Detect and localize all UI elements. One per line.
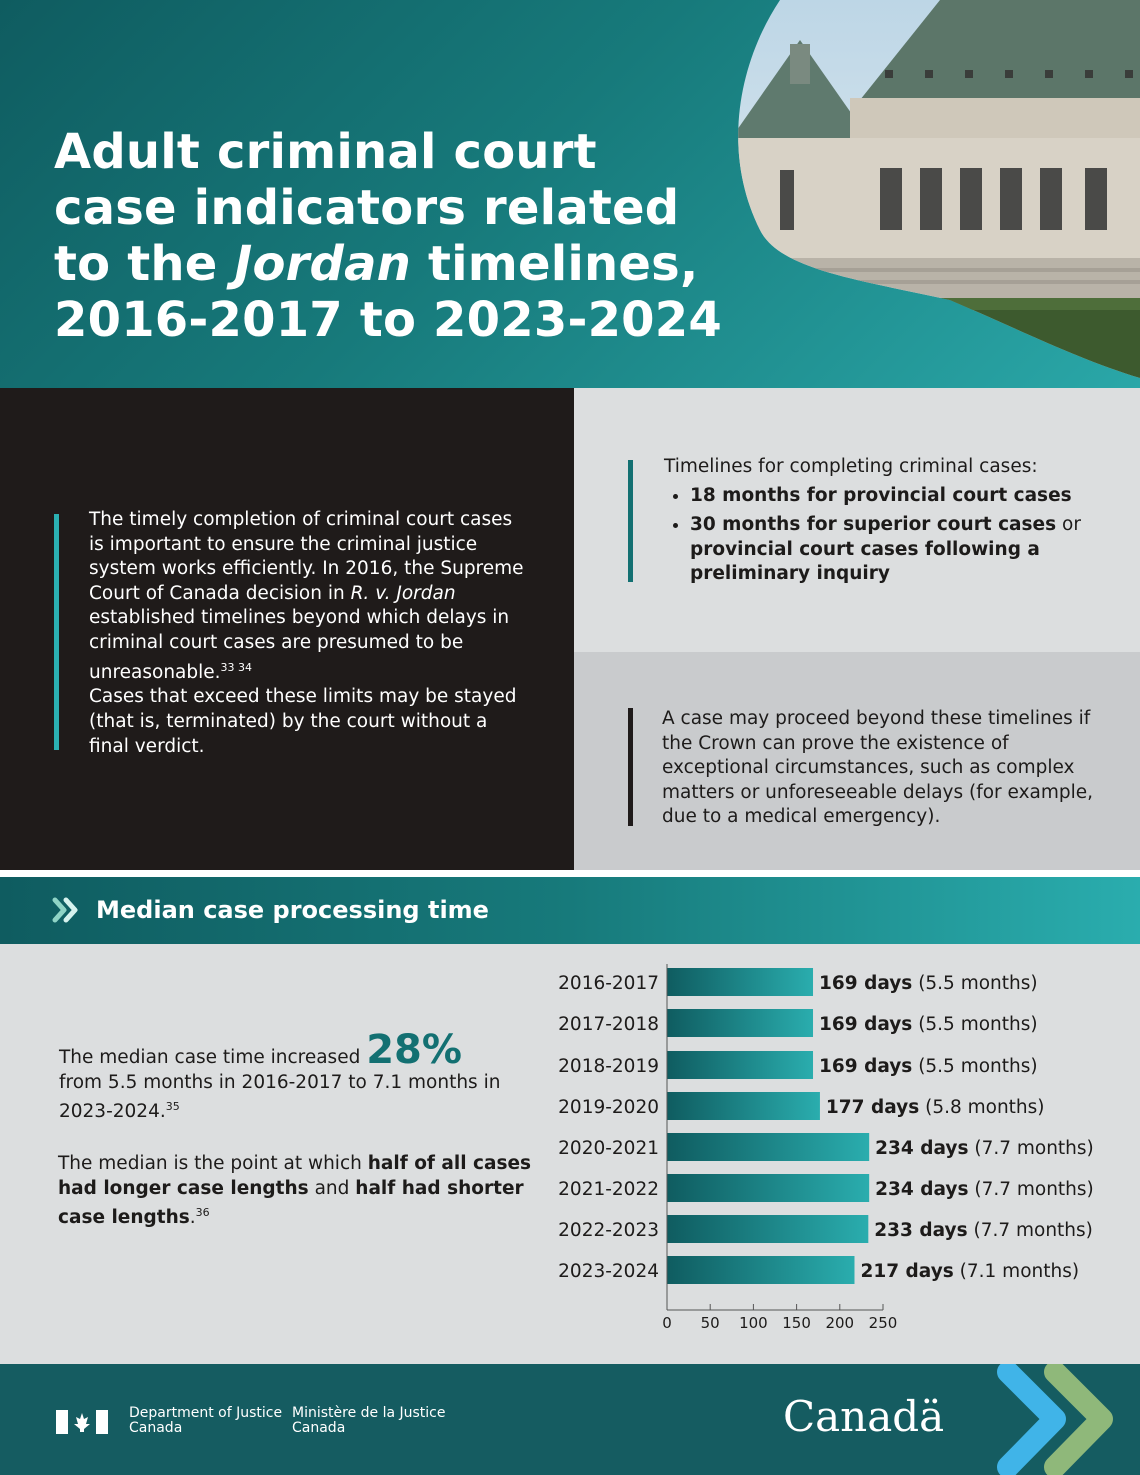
page-title — [54, 124, 734, 348]
footer-chevrons-icon — [960, 1364, 1140, 1475]
exception-accent-bar — [628, 708, 633, 826]
stat-text-b: from 5.5 months in 2016-2017 to 7.1 months in 2023-2024. — [59, 1071, 501, 1123]
chart-bar — [667, 1174, 869, 1202]
chart-value-label — [875, 1138, 1094, 1159]
title-line-3-a: to the — [54, 236, 235, 292]
defn-bold-a: half of all cases had longer case lengths — [58, 1153, 532, 1199]
chart-x-tick-label: 0 — [662, 1314, 672, 1332]
intro-text-b: established timelines beyond which delays in criminal court cases are presumed to be unreasonable. — [89, 607, 510, 683]
stat-text-a: The median case time increased — [59, 1047, 367, 1068]
chart-category-label: 2016-2017 — [558, 973, 659, 994]
defn-text-a: The median is the point at which — [58, 1153, 368, 1174]
dept-name-fr — [292, 1406, 446, 1436]
chart-bar — [667, 1215, 868, 1243]
chart-value-label — [819, 973, 1038, 994]
median-bar-chart — [540, 944, 1120, 1344]
canada-flag-icon — [56, 1410, 108, 1434]
chart-value-days: 169 days — [819, 973, 913, 994]
median-definition — [58, 1152, 548, 1231]
chart-value-days: 233 days — [874, 1220, 968, 1241]
timeline-item-provincial — [690, 484, 1084, 509]
title-line-3 — [54, 236, 734, 292]
defn-bold-b: half had shorter case lengths — [58, 1177, 524, 1229]
chart-category-label: 2018-2019 — [558, 1056, 659, 1077]
chart-bar — [667, 1133, 869, 1161]
defn-text-c: . — [189, 1207, 196, 1229]
intro-case-name: R. v. Jordan — [350, 582, 456, 604]
divider — [0, 870, 1140, 877]
chart-value-label — [826, 1097, 1045, 1118]
chart-value-days: 234 days — [875, 1138, 969, 1159]
section-title: Median case processing time — [96, 896, 489, 924]
dept-en-line2: Canada — [129, 1420, 183, 1436]
chart-value-months: (5.5 months) — [912, 1014, 1038, 1035]
chart-x-tick-label: 50 — [700, 1314, 720, 1332]
chart-bar — [667, 1009, 813, 1037]
timeline-item-superior — [690, 513, 1084, 587]
chart-value-label — [874, 1220, 1093, 1241]
chart-value-days: 234 days — [875, 1179, 969, 1200]
title-line-1: Adult criminal court — [54, 124, 597, 180]
chart-category-label: 2022-2023 — [558, 1220, 659, 1241]
stat-text — [59, 1027, 519, 1125]
dept-name-en — [129, 1406, 282, 1436]
chart-value-months: (7.7 months) — [968, 1138, 1094, 1159]
chart-bar — [667, 1092, 820, 1120]
chart-value-days: 169 days — [819, 1056, 913, 1077]
chart-x-tick-label: 200 — [825, 1314, 855, 1332]
footer — [0, 1364, 1140, 1475]
chart-category-label: 2023-2024 — [558, 1261, 659, 1282]
chart-category-label: 2017-2018 — [558, 1014, 659, 1035]
timelines-heading: Timelines for completing criminal cases: — [664, 456, 1038, 477]
dept-fr-line1: Ministère de la Justice — [292, 1405, 446, 1421]
intro-footnote: 33 34 — [220, 660, 253, 674]
chart-value-days: 169 days — [819, 1014, 913, 1035]
chart-bar — [667, 968, 813, 996]
defn-text-b: and — [308, 1177, 356, 1199]
title-line-4: 2016-2017 to 2023-2024 — [54, 292, 722, 348]
canada-wordmark: Canadä — [783, 1392, 945, 1441]
exception-panel — [574, 652, 1140, 870]
header-banner — [0, 0, 1140, 388]
timeline-item-2-mid: or — [1056, 514, 1081, 536]
chart-value-label — [819, 1014, 1038, 1035]
chart-value-months: (5.8 months) — [919, 1097, 1045, 1118]
intro-text-c: Cases that exceed these limits may be stayed (that is, terminated) by the court without a final verdict. — [89, 686, 517, 757]
chart-value-months: (5.5 months) — [912, 973, 1038, 994]
chart-value-months: (7.1 months) — [953, 1261, 1080, 1282]
intro-text-a: The timely completion of criminal court cases is important to ensure the criminal justice system works efficiently. In 2016, the Supreme Court of Canada decision in — [89, 509, 524, 604]
timelines-text — [664, 455, 1084, 592]
chart-x-tick-label: 150 — [782, 1314, 811, 1332]
chart-value-months: (5.5 months) — [912, 1056, 1038, 1077]
intro-panel — [0, 388, 574, 870]
chart-value-days: 217 days — [860, 1261, 954, 1282]
supreme-court-building-photo — [720, 0, 1140, 378]
dept-fr-line2: Canada — [292, 1420, 346, 1436]
intro-accent-bar — [54, 514, 59, 750]
timelines-accent-bar — [628, 460, 633, 582]
chart-category-label: 2019-2020 — [558, 1097, 659, 1118]
chart-value-months: (7.7 months) — [968, 1179, 1094, 1200]
timeline-item-2-bold2: provincial court cases following a preliminary inquiry — [690, 538, 1040, 585]
dept-en-line1: Department of Justice — [129, 1405, 283, 1421]
chart-value-label — [819, 1056, 1038, 1077]
timeline-item-1-text: 18 months for provincial court cases — [690, 484, 1072, 506]
defn-footnote: 36 — [195, 1206, 210, 1220]
chart-x-tick-label: 100 — [739, 1314, 768, 1332]
chart-x-tick-label: 250 — [868, 1314, 898, 1332]
title-jordan: Jordan — [234, 236, 412, 292]
exception-text: A case may proceed beyond these timelines if the Crown can prove the existence of exceptional circumstances, such as complex matters or unforeseeable delays (for example, due to a medical emergency). — [662, 708, 1094, 828]
title-line-3-b: timelines, — [411, 236, 699, 292]
chart-value-months: (7.7 months) — [967, 1220, 1093, 1241]
timeline-item-2-bold: 30 months for superior court cases — [690, 514, 1057, 536]
double-chevron-right-icon — [52, 897, 82, 923]
timelines-list — [664, 484, 1084, 587]
chart-category-label: 2020-2021 — [558, 1138, 659, 1159]
stat-percent: 28% — [366, 1027, 462, 1073]
timelines-panel — [574, 388, 1140, 652]
intro-text — [89, 508, 529, 759]
chart-value-label — [860, 1261, 1079, 1282]
title-line-2: case indicators related — [54, 180, 680, 236]
chart-value-label — [875, 1179, 1094, 1200]
section-header — [0, 877, 1140, 944]
chart-bar — [667, 1051, 813, 1079]
stat-footnote: 35 — [165, 1100, 180, 1114]
chart-value-days: 177 days — [825, 1097, 920, 1118]
chart-category-label: 2021-2022 — [558, 1179, 659, 1200]
chart-bar — [667, 1256, 854, 1284]
